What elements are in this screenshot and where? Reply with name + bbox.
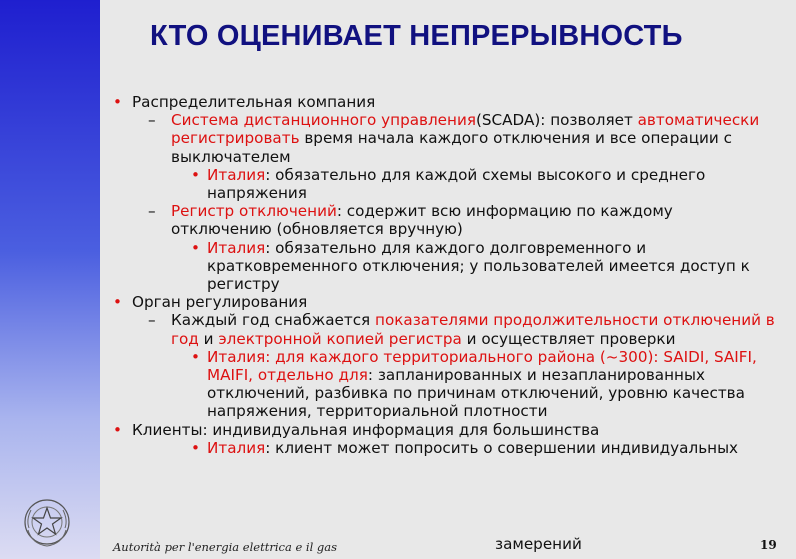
bullet-marker: • [191,165,200,184]
bullet-marker: • [191,347,200,366]
dash-scada: – Система дистанционного управления(SCADA): позволяет автоматически [148,111,760,130]
text-line: напряжения [207,184,307,203]
text-line: отключений, разбивка по причинам отключений, уровню качества [207,384,745,403]
page-number: 19 [760,538,777,552]
text-line: выключателем [171,147,291,166]
text-line: регистру [207,275,280,294]
dash-outage-register: – Регистр отключений: содержит всю информацию по каждому [148,202,673,221]
sub-bullet-italy: • Италия: для каждого территориального района (~300): SAIDI, SAIFI, [191,347,757,366]
text-line: MAIFI, отдельно для: запланированных и незапланированных [207,366,705,385]
dash-yearly-indicators: – Каждый год снабжается показателями продолжительности отключений в [148,311,775,330]
text-line: замерений [495,535,582,553]
dash-marker: – [148,111,156,130]
text-line: напряжения, территориальной плотности [207,402,548,421]
bullet-marker: • [113,420,122,439]
footer-organization: Autorità per l'energia elettrica e il gas [113,540,338,554]
page-title: КТО ОЦЕНИВАЕТ НЕПРЕРЫВНОСТЬ [150,20,683,52]
dash-marker: – [148,311,156,330]
sub-bullet-italy: • Италия: клиент может попросить о совершении индивидуальных [191,438,739,457]
bullet-marker: • [113,93,122,111]
bullet-distribution-company: • Распределительная компания [113,93,376,111]
dash-marker: – [148,202,156,221]
bullet-marker: • [191,438,200,457]
text-line: кратковременного отключения; у пользователей имеется доступ к [207,256,750,275]
sub-bullet-italy: • Италия: обязательно для каждой схемы высокого и среднего [191,165,706,184]
bullet-marker: • [191,238,200,257]
sub-bullet-italy: • Италия: обязательно для каждого долговременного и [191,238,647,257]
slide-content [0,93,796,457]
text-line: год и электронной копией регистра и осуществляет проверки [171,329,676,348]
emblem-icon [22,496,72,550]
bullet-clients: • Клиенты: индивидуальная информация для большинства [113,420,600,439]
bullet-marker: • [113,293,122,312]
text-line: отключению (обновляется вручную) [171,220,463,239]
bullet-regulator: • Орган регулирования [113,293,308,312]
text-line: регистрировать время начала каждого отключения и все операции с [171,129,732,148]
